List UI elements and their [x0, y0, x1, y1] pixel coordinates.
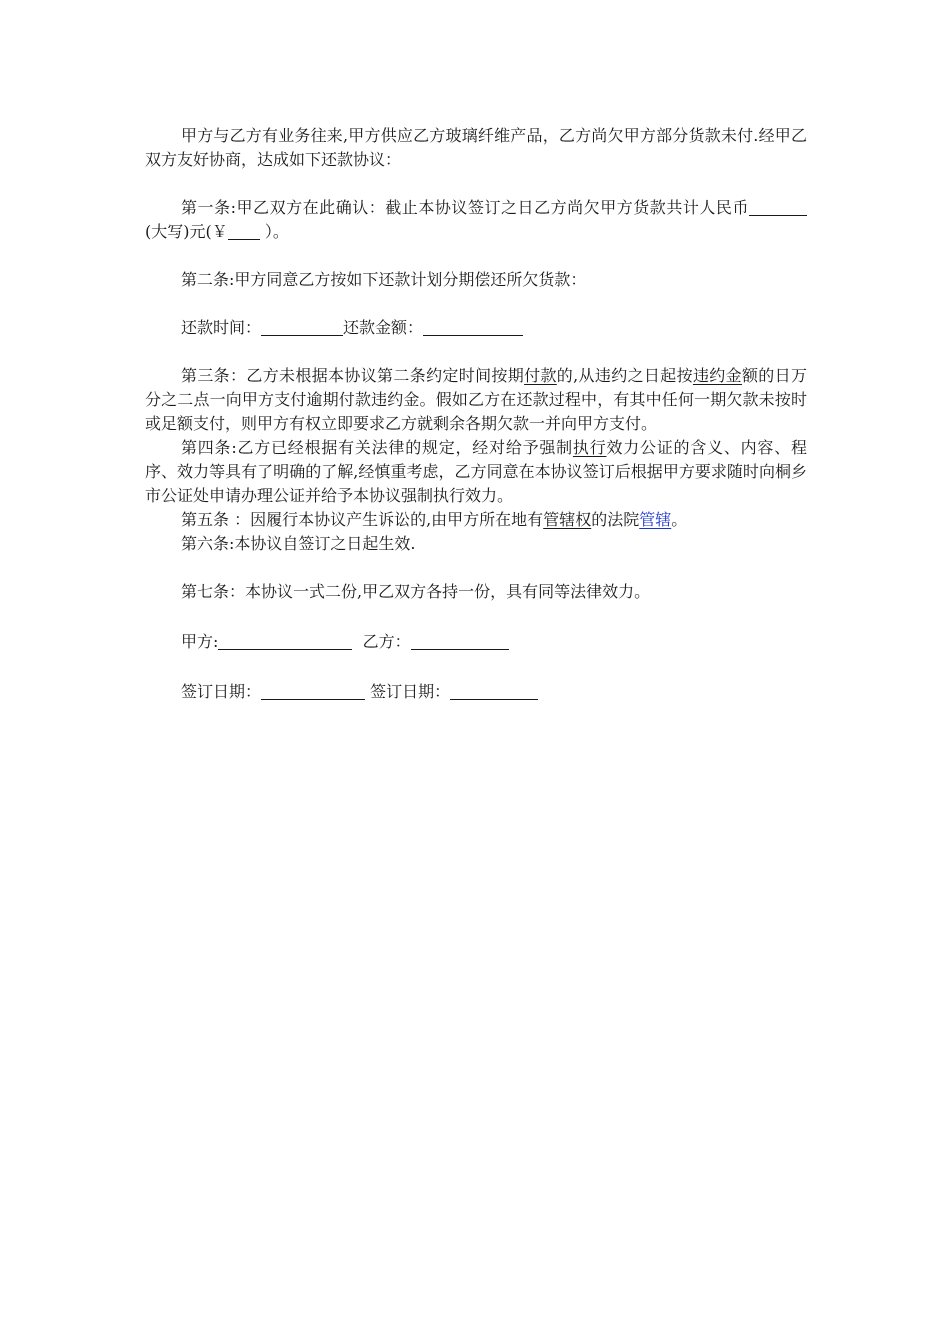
- spacer: [145, 292, 807, 316]
- repayment-time-blank[interactable]: [261, 319, 343, 336]
- article-1-text-a: 第一条:甲乙双方在此确认：截止本协议签订之日乙方尚欠甲方货款共计人民币: [181, 198, 749, 217]
- article-3: [145, 364, 807, 436]
- date-label-b: 签订日期：: [370, 682, 451, 701]
- link-fukuan[interactable]: 付款: [524, 366, 557, 385]
- date-a-blank[interactable]: [261, 683, 365, 700]
- article-5: [145, 508, 807, 532]
- article-3-text-b: 的,从违约之日起按: [556, 366, 693, 385]
- date-label-a: 签订日期：: [181, 682, 262, 701]
- link-guanxia[interactable]: 管辖: [639, 510, 672, 529]
- intro-paragraph: 甲方与乙方有业务往来,甲方供应乙方玻璃纤维产品，乙方尚欠甲方部分货款未付.经甲乙双方友好协商，达成如下还款协议：: [145, 126, 807, 169]
- link-guanxiaquan[interactable]: 管辖权: [543, 510, 592, 529]
- article-1-text-b: (大写)元(￥: [145, 222, 228, 241]
- spacer: [145, 244, 807, 268]
- agreement-document: [145, 124, 807, 704]
- article-1-text-c: ）。: [259, 222, 289, 241]
- amount-words-blank[interactable]: [749, 199, 807, 216]
- article-7: 第七条：本协议一式二份,甲乙双方各持一份，具有同等法律效力。: [181, 582, 651, 601]
- amount-figure-blank[interactable]: [228, 223, 260, 240]
- article-1: [145, 196, 807, 244]
- spacer: [145, 604, 807, 630]
- date-signature-line: [145, 680, 807, 704]
- link-weiyuejin[interactable]: 违约金: [692, 366, 742, 385]
- article-2: 第二条:甲方同意乙方按如下还款计划分期偿还所欠货款：: [181, 270, 587, 289]
- article-3-text-a: 第三条：乙方未根据本协议第二条约定时间按期: [181, 366, 525, 385]
- link-zhixing[interactable]: 执行: [572, 438, 607, 457]
- article-6: 第六条:本协议自签订之日起生效.: [181, 534, 416, 553]
- repayment-amount-blank[interactable]: [423, 319, 523, 336]
- party-b-blank[interactable]: [411, 633, 509, 650]
- article-3-text-c: 额的日万分之二点一向甲方支付逾期付款违约金。假如乙方在还款过程中，有其中任何一期欠款未按时或足额支付，则甲方有权立即要求乙方就剩余各期欠款一并向甲方支付。: [145, 366, 807, 433]
- article-5-text-a: 第五条 ：因履行本协议产生诉讼的,由甲方所在地有: [181, 510, 544, 529]
- article-5-text-c: 。: [671, 510, 688, 529]
- article-4: [145, 436, 807, 508]
- article-4-text-b: 效力公证的含义、内容、程序、效力等具有了明确的了解,经慎重考虑，乙方同意在本协议签订后根据甲方要求随时向桐乡市公证处申请办理公证并给予本协议强制执行效力。: [145, 438, 807, 505]
- repayment-amount-label: 还款金额：: [343, 318, 424, 337]
- party-b-label: 乙方：: [362, 632, 411, 651]
- date-b-blank[interactable]: [450, 683, 538, 700]
- article-4-text-a: 第四条:乙方已经根据有关法律的规定，经对给予强制: [181, 438, 573, 457]
- spacer: [145, 654, 807, 680]
- party-a-label: 甲方:: [181, 632, 219, 651]
- spacer: [145, 172, 807, 196]
- article-5-text-b: 的法院: [591, 510, 640, 529]
- spacer: [145, 556, 807, 580]
- party-signature-line: [145, 630, 807, 654]
- repayment-time-label: 还款时间：: [181, 318, 262, 337]
- repayment-line: [145, 316, 807, 340]
- spacer: [145, 340, 807, 364]
- party-a-blank[interactable]: [218, 633, 352, 650]
